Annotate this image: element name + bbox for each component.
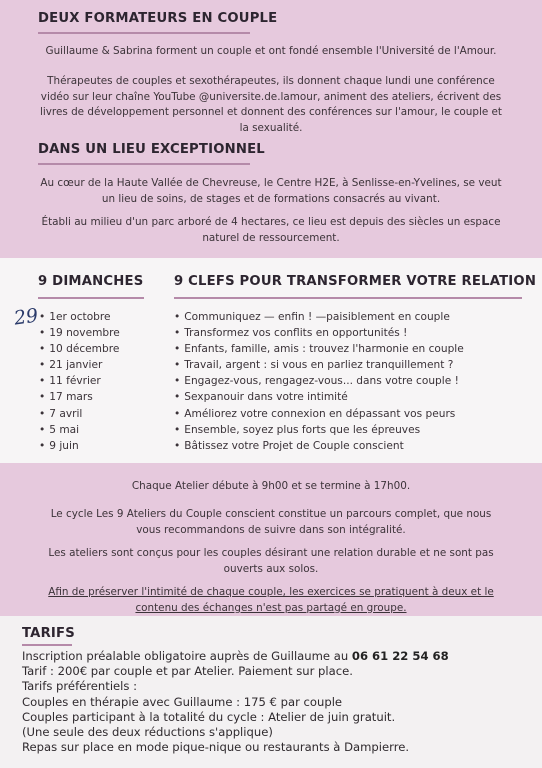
pricing-line: Tarifs préférentiels : [22,679,138,694]
program-section [0,258,542,463]
title-underline [22,644,72,646]
list-item: • 5 mai [39,422,120,438]
keys-title: 9 CLEFS POUR TRANSFORMER VOTRE RELATION [174,274,537,289]
presenters-description: Thérapeutes de couples et sexothérapeutes, ils donnent chaque lundi une conférence vidéo sur leur chaîne YouTube @universite.de.lamour, animent des ateliers, écrivent des livres de développement personnel et donnent des conférences sur l'amour, le couple et la sexualité. [40,75,502,134]
title-underline [38,297,144,299]
pricing-title: TARIFS [22,626,75,641]
pricing-line: Tarif : 200€ par couple et par Atelier. Paiement sur place. [22,664,353,679]
pricing-details [22,649,532,755]
schedule-text: Chaque Atelier débute à 9h00 et se termine à 17h00. [131,480,411,492]
list-item: • 21 janvier [39,357,120,373]
presenters-intro: Guillaume & Sabrina forment un couple et ont fondé ensemble l'Université de l'Amour. [45,45,497,57]
presenters-section [0,0,542,258]
place-description-1: Au cœur de la Haute Vallée de Chevreuse, le Centre H2E, à Senlisse-en-Yvelines, se veut un lieu de soins, de stages et de formations consacrés au vivant. [40,177,502,205]
list-item: • Bâtissez votre Projet de Couple conscient [174,438,464,454]
registration-line: Inscription préalable obligatoire auprès de Guillaume au 06 61 22 54 68 [22,649,449,663]
dates-title: 9 DIMANCHES [38,274,144,289]
list-item: • 10 décembre [39,341,120,357]
list-item: • 17 mars [39,389,120,405]
cycle-text: Le cycle Les 9 Ateliers du Couple conscient constitue un parcours complet, que nous vous recommandons de suivre dans son intégralité. [50,508,492,536]
pricing-line: Repas sur place en mode pique-nique ou restaurants à Dampierre. [22,740,410,755]
pricing-line: (Une seule des deux réductions s'applique) [22,725,273,740]
info-section [0,463,542,616]
list-item: • Ensemble, soyez plus forts que les épreuves [174,422,464,438]
title-underline [38,163,250,165]
pricing-line: Couples participant à la totalité du cycle : Atelier de juin gratuit. [22,709,396,724]
presenters-title: DEUX FORMATEURS EN COUPLE [38,11,278,26]
list-item: • 19 novembre [39,325,120,341]
list-item: • Communiquez — enfin ! —paisiblement en couple [174,309,464,325]
list-item: • 7 avril [39,406,120,422]
list-item: • Transformez vos conflits en opportunités ! [174,325,464,341]
title-underline [174,297,522,299]
list-item: • Enfants, famille, amis : trouvez l'harmonie en couple [174,341,464,357]
place-title: DANS UN LIEU EXCEPTIONNEL [38,142,265,157]
list-item: • Améliorez votre connexion en dépassant vos peurs [174,406,464,422]
title-underline [38,32,250,34]
list-item: • Sexpanouir dans votre intimité [174,389,464,405]
privacy-text: Afin de préserver l'intimité de chaque couple, les exercices se pratiquent à deux et le contenu des échanges n'est pas partagé en groupe. [48,586,494,614]
keys-list [174,309,464,454]
list-item: • Engagez-vous, rengagez-vous... dans votre couple ! [174,373,464,389]
pricing-section [0,616,542,768]
list-item: • 1er octobre [39,309,120,325]
list-item: • 9 juin [39,438,120,454]
pricing-line: Couples en thérapie avec Guillaume : 175 € par couple [22,694,343,709]
audience-text: Les ateliers sont conçus pour les couples désirant une relation durable et ne sont pas ouverts aux solos. [48,547,494,575]
phone-number: 06 61 22 54 68 [351,649,449,663]
list-item: • 11 février [39,373,120,389]
dates-list [39,309,120,454]
place-description-2: Établi au milieu d'un parc arboré de 4 hectares, ce lieu est depuis des siècles un espace naturel de ressourcement. [41,216,501,244]
handwritten-note: 29 [12,304,40,330]
list-item: • Travail, argent : si vous en parliez tranquillement ? [174,357,464,373]
